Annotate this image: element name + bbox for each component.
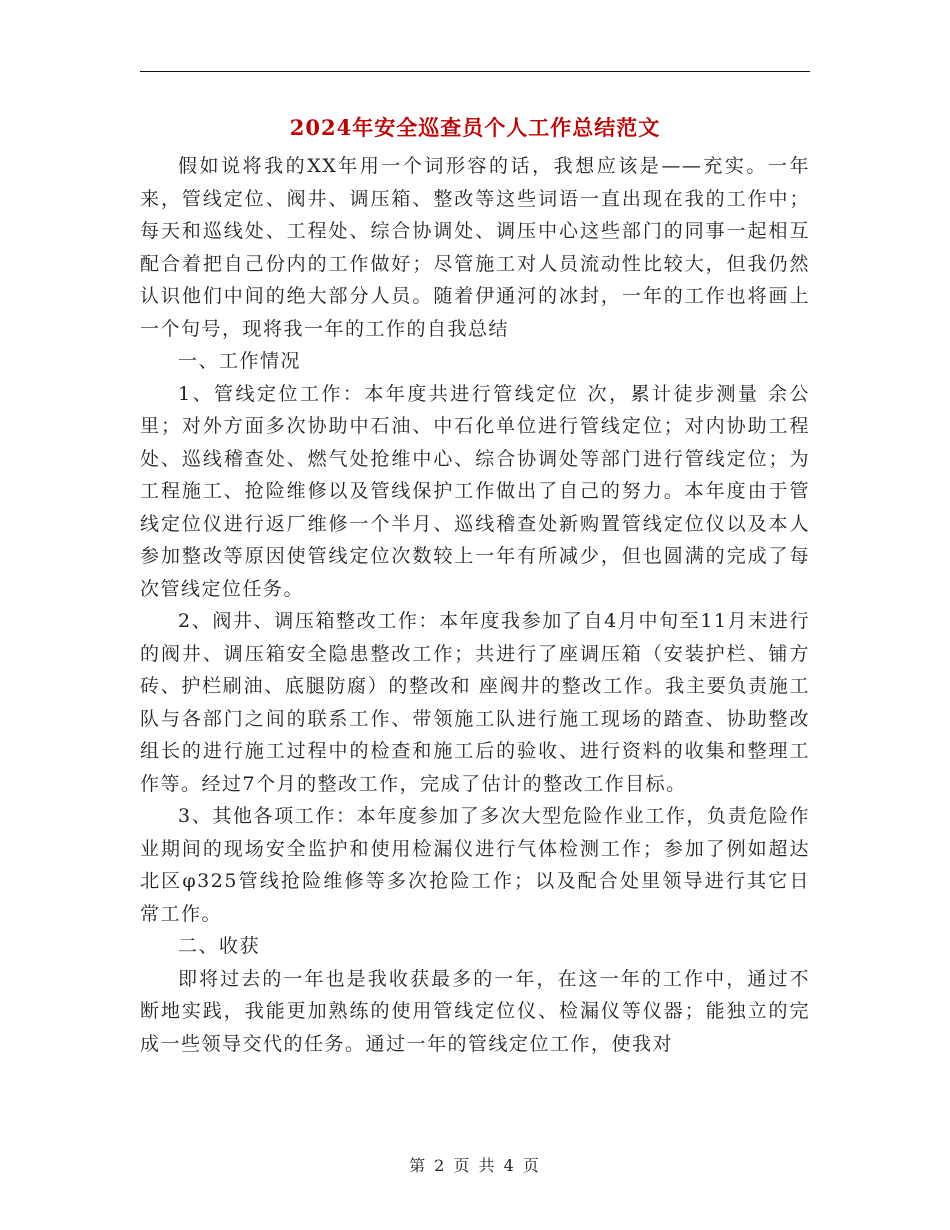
paragraph-gains: 即将过去的一年也是我收获最多的一年，在这一年的工作中，通过不断地实践，我能更加熟练的使用管线定位仪、检漏仪等仪器；能独立的完成一些领导交代的任务。通过一年的管线定位工作，使我对 — [140, 967, 810, 1055]
paragraph-pipeline-positioning: 1、管线定位工作：本年度共进行管线定位 次，累计徒步测量 余公里；对外方面多次协助中石油、中石化单位进行管线定位；对内协助工程处、巡线稽查处、燃气处抢维中心、综合协调处等部门进行管线定位；为工程施工、抢险维修以及管线保护工作做出了自己的努力。本年度由于管线定位仪进行返厂维修一个半月、巡线稽查处新购置管线定位仪以及本人参加整改等原因使管线定位次数较上一年有所减少，但也圆满的完成了每次管线定位任务。 — [140, 382, 810, 600]
document-body — [140, 150, 810, 1060]
intro-paragraph: 假如说将我的XX年用一个词形容的话，我想应该是——充实。一年来，管线定位、阀井、调压箱、整改等这些词语一直出现在我的工作中；每天和巡线处、工程处、综合协调处、调压中心这些部门的同事一起相互配合着把自己份内的工作做好；尽管施工对人员流动性比较大，但我仍然认识他们中间的绝大部分人员。随着伊通河的冰封，一年的工作也将画上一个句号，现将我一年的工作的自我总结 — [140, 155, 810, 340]
paragraph-valve-rectification: 2、阀井、调压箱整改工作：本年度我参加了自4月中旬至11月末进行的阀井、调压箱安全隐患整改工作；共进行了座调压箱（安装护栏、铺方砖、护栏刷油、底腿防腐）的整改和 座阀井的整改工作。我主要负责施工队与各部门之间的联系工作、带领施工队进行施工现场的踏查、协助整改组长的进行施工过程中的检查和施工后的验收、进行资料的收集和整理工作等。经过7个月的整改工作，完成了估计的整改工作目标。 — [140, 610, 810, 795]
section-heading-work: 一、工作情况 — [178, 350, 302, 372]
section-heading-gains: 二、收获 — [178, 935, 261, 957]
document-title: 2024年安全巡查员个人工作总结范文 — [289, 115, 661, 140]
header-rule — [140, 71, 810, 72]
paragraph-other-work: 3、其他各项工作：本年度参加了多次大型危险作业工作，负责危险作业期间的现场安全监护和使用检漏仪进行气体检测工作；参加了例如超达北区φ325管线抢险维修等多次抢险工作；以及配合处里领导进行其它日常工作。 — [140, 805, 810, 925]
page-footer: 第 2 页 共 4 页 — [409, 1156, 541, 1175]
